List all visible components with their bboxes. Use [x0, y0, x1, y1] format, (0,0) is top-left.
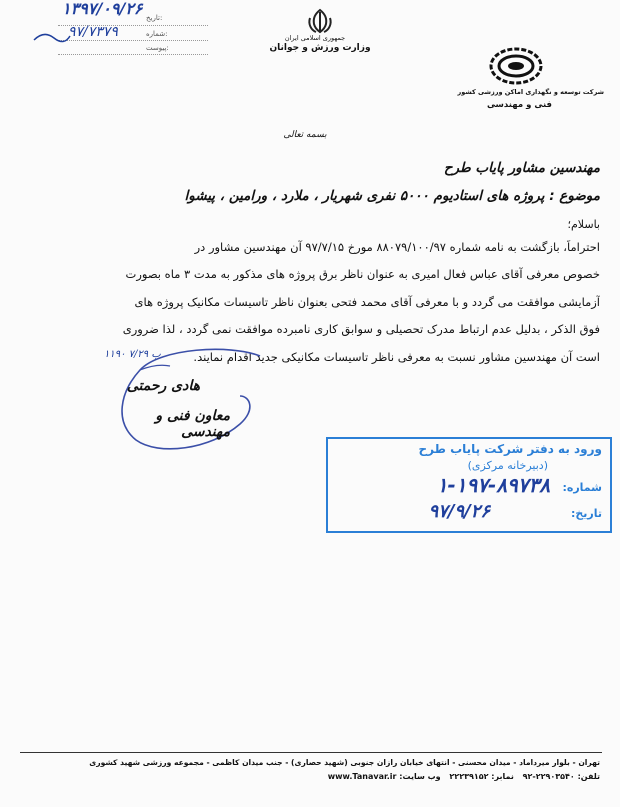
company-logo-icon	[488, 46, 544, 86]
iran-emblem-icon	[305, 8, 335, 36]
invocation: بسمه تعالی	[283, 130, 327, 140]
footer-website[interactable]: وب سایت: www.Tanavar.ir	[327, 772, 441, 781]
emblem-caption: جمهوری اسلامی ایران	[284, 34, 346, 42]
signer-name: هادی رحمتی	[126, 378, 200, 394]
signer-title: معاون فنی و مهندسی	[155, 408, 230, 440]
pen-mark-icon	[32, 28, 72, 48]
stamp-number-label: شماره:	[562, 481, 602, 494]
body-line: احتراماً، بازگشت به نامه شماره ۸۸۰۷۹/۱۰۰/۹۷ مورخ ۹۷/۷/۱۵ آن مهندسین مشاور در	[194, 240, 600, 254]
stamp-line2: (دبیرخانه مرکزی)	[467, 459, 548, 472]
margin-note: ۱۱۹۰ ب ۷/۲۹	[104, 349, 161, 360]
number-value: ۹۷/۷۳۷۹	[68, 24, 118, 40]
ministry-name: وزارت ورزش و جوانان	[269, 43, 371, 53]
footer-fax: نمابر: ۲۲۲۳۹۱۵۲	[449, 772, 514, 781]
signature-icon	[100, 340, 270, 460]
greeting: باسلام؛	[567, 218, 600, 231]
department-name: فنی و مهندسی	[486, 100, 552, 110]
stamp-number-value: ۱-۱۹۷-۸۹۷۳۸	[436, 473, 550, 497]
company-name: شرکت توسعه و نگهداری اماکن ورزشی کشور	[457, 88, 604, 96]
footer-rule	[20, 752, 602, 753]
date-label: تاریخ:	[146, 14, 163, 22]
footer-phone: تلفن: ۲۲۹۰۳۵۴۰-۹۲	[522, 772, 600, 781]
number-label: شماره:	[146, 30, 168, 38]
number-rule	[58, 40, 208, 42]
subject: موضوع : پروژه های استادیوم ۵۰۰۰ نفری شهریار ، ملارد ، ورامین ، پیشوا	[184, 188, 600, 204]
attachment-rule	[58, 54, 208, 56]
stamp-date-value: ۹۷/۹/۲۶	[428, 501, 490, 522]
body-line: آزمایشی موافقت می گردد و با معرفی آقای محمد فتحی بعنوان ناظر تاسیسات مکانیک پروژه های	[134, 295, 600, 309]
stamp-date-label: تاریخ:	[570, 507, 602, 520]
stamp-line1: ورود به دفتر شرکت پایاب طرح	[418, 442, 602, 456]
recipient: مهندسین مشاور پایاب طرح	[443, 160, 600, 176]
date-value: ۱۳۹۷/۰۹/۲۶	[62, 0, 143, 18]
attachment-label: پیوست:	[146, 44, 169, 52]
registry-stamp	[326, 437, 612, 533]
body-line: فوق الذکر ، بدلیل عدم ارتباط مدرک تحصیلی و سوابق کاری نامبرده موافقت نمی گردد ، لذا ضروری	[122, 322, 600, 336]
footer-address: تهران - بلوار میرداماد - میدان محسنی - انتهای خیابان رازان جنوبی (شهید حصاری) - جنب میدان کاظمی - مجموعه ورزشی شهید کشوری	[89, 758, 600, 767]
body-line: است آن مهندسین مشاور نسبت به معرفی ناظر تاسیسات مکانیکی جدید اقدام نمایند.	[193, 350, 600, 364]
body-line: خصوص معرفی آقای عباس فعال امیری به عنوان ناظر برق پروژه های مذکور به مدت ۳ ماه بصورت	[125, 267, 600, 281]
